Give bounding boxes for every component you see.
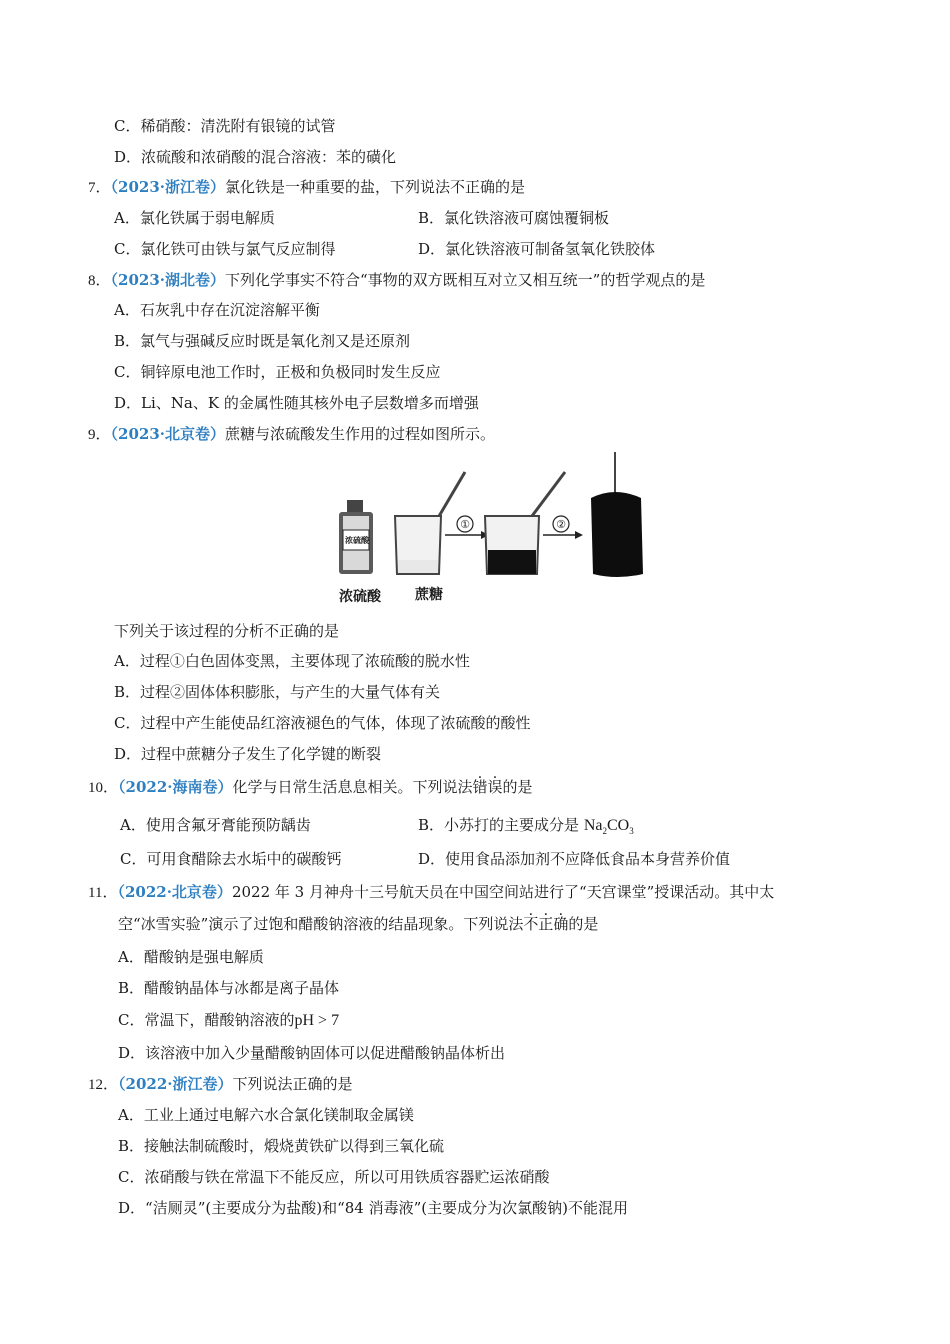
question-source: （2023·北京卷） xyxy=(110,425,225,443)
q11-option-b: B．醋酸钠晶体与冰都是离子晶体 xyxy=(118,979,340,997)
q11-option-c xyxy=(118,1010,339,1031)
sugar-beaker xyxy=(395,472,465,574)
sucrose-acid-figure xyxy=(325,452,655,606)
formula-subscript: 2 xyxy=(602,826,607,837)
q6-option-c: C．稀硝酸：清洗附有银镜的试管 xyxy=(114,117,336,135)
question-source: （2022·北京卷） xyxy=(117,883,232,901)
option-text: B．小苏打的主要成分是 xyxy=(418,816,580,834)
q7-option-b: B．氯化铁溶液可腐蚀覆铜板 xyxy=(418,209,610,227)
q9-option-b: B．过程②固体体积膨胀，与产生的大量气体有关 xyxy=(114,683,441,701)
formula-part: Na xyxy=(583,817,603,834)
q10-option-d: D．使用食品添加剂不应降低食品本身营养价值 xyxy=(418,850,731,868)
option-text: C．常温下，醋酸钠溶液的 xyxy=(118,1011,295,1029)
q8-option-a: A．石灰乳中存在沉淀溶解平衡 xyxy=(114,301,320,319)
formula-part: CO xyxy=(606,817,630,834)
q11-option-a: A．醋酸钠是强电解质 xyxy=(118,948,264,966)
question-source: （2022·浙江卷） xyxy=(118,1075,233,1093)
q7-option-d: D．氯化铁溶液可制备氢氧化铁胶体 xyxy=(418,240,656,258)
q9-option-a: A．过程①白色固体变黑，主要体现了浓硫酸的脱水性 xyxy=(114,652,470,670)
question-number: 8． xyxy=(88,273,111,289)
emphasis-char: 不 xyxy=(523,915,539,933)
q6-option-d: D．浓硫酸和浓硝酸的混合溶液：苯的磺化 xyxy=(114,148,397,166)
question-number: 10． xyxy=(88,780,119,796)
q12-option-b: B．接触法制硫酸时，煅烧黄铁矿以得到三氧化硫 xyxy=(118,1137,445,1155)
formula: pH > 7 xyxy=(294,1012,340,1029)
q11-option-d: D．该溶液中加入少量醋酸钠固体可以促进醋酸钠晶体析出 xyxy=(118,1044,506,1062)
q12-option-c: C．浓硝酸与铁在常温下不能反应，所以可用铁质容器贮运浓硝酸 xyxy=(118,1168,550,1186)
q8-option-b: B．氯气与强碱反应时既是氧化剂又是还原剂 xyxy=(114,332,411,350)
question-number: 11． xyxy=(88,885,118,901)
q7-stem xyxy=(88,177,525,198)
expanded-carbon xyxy=(591,452,643,577)
emphasis-char: 误 xyxy=(487,778,503,796)
q12-option-d: D．“洁厕灵”(主要成分为盐酸)和“84 消毒液”(主要成分为次氯酸钠)不能混用 xyxy=(118,1199,628,1217)
q8-option-c: C．铜锌原电池工作时，正极和负极同时发生反应 xyxy=(114,363,441,381)
q11-stem-line2 xyxy=(118,914,598,934)
emphasis-char: 错 xyxy=(472,778,488,796)
question-number: 7． xyxy=(88,180,111,196)
question-text: 化学与日常生活息息相关。下列说法 xyxy=(232,778,473,796)
question-source: （2023·浙江卷） xyxy=(110,178,225,196)
step1-label: ① xyxy=(460,518,470,531)
formula-subscript: 3 xyxy=(629,826,634,837)
question-number: 12． xyxy=(88,1077,119,1093)
question-text-end: 的是 xyxy=(568,915,599,933)
q10-option-b xyxy=(418,815,634,841)
question-text: 下列化学事实不符合“事物的双方既相互对立又相互统一”的哲学观点的是 xyxy=(225,271,706,289)
step2-label: ② xyxy=(556,518,566,531)
q7-option-a: A．氯化铁属于弱电解质 xyxy=(114,209,275,227)
question-number: 9． xyxy=(88,427,111,443)
question-text: 空“冰雪实验”演示了过饱和醋酸钠溶液的结晶现象。下列说法 xyxy=(118,915,524,933)
question-text-end: 的是 xyxy=(502,778,533,796)
q11-stem-line1 xyxy=(88,882,774,903)
q12-option-a: A．工业上通过电解六水合氯化镁制取金属镁 xyxy=(118,1106,414,1124)
arrow-step-2 xyxy=(543,516,583,539)
q10-option-c: C．可用食醋除去水垢中的碳酸钙 xyxy=(120,850,342,868)
question-source: （2022·海南卷） xyxy=(118,778,233,796)
q9-option-d: D．过程中蔗糖分子发生了化学键的断裂 xyxy=(114,745,382,763)
sugar-label: 蔗糖 xyxy=(415,587,443,603)
emphasis-char: 正 xyxy=(538,915,554,933)
process-illustration xyxy=(325,452,655,606)
bottle-tag: 浓硫酸 xyxy=(345,535,369,545)
q12-stem xyxy=(88,1074,353,1095)
emphasis-char: 确 xyxy=(553,915,569,933)
question-text: 氯化铁是一种重要的盐，下列说法不正确的是 xyxy=(225,178,526,196)
acid-label: 浓硫酸 xyxy=(339,589,381,605)
q9-stem xyxy=(88,424,495,445)
formula xyxy=(583,817,634,837)
question-text: 下列说法正确的是 xyxy=(232,1075,353,1093)
question-text: 2022 年 3 月神舟十三号航天员在中国空间站进行了“天宫课堂”授课活动。其中太 xyxy=(231,883,775,901)
q10-stem xyxy=(88,777,533,798)
q7-option-c: C．氯化铁可由铁与氯气反应制得 xyxy=(114,240,336,258)
q9-option-c: C．过程中产生能使品红溶液褪色的气体，体现了浓硫酸的酸性 xyxy=(114,714,531,732)
q9-subquestion: 下列关于该过程的分析不正确的是 xyxy=(114,622,340,640)
q8-option-d: D．Li、Na、K 的金属性随其核外电子层数增多而增强 xyxy=(114,394,479,412)
arrow-step-1 xyxy=(445,516,489,539)
question-text: 蔗糖与浓硫酸发生作用的过程如图所示。 xyxy=(225,425,496,443)
question-source: （2023·湖北卷） xyxy=(110,271,225,289)
q10-option-a: A．使用含氟牙膏能预防龋齿 xyxy=(120,816,311,834)
q8-stem xyxy=(88,270,705,291)
